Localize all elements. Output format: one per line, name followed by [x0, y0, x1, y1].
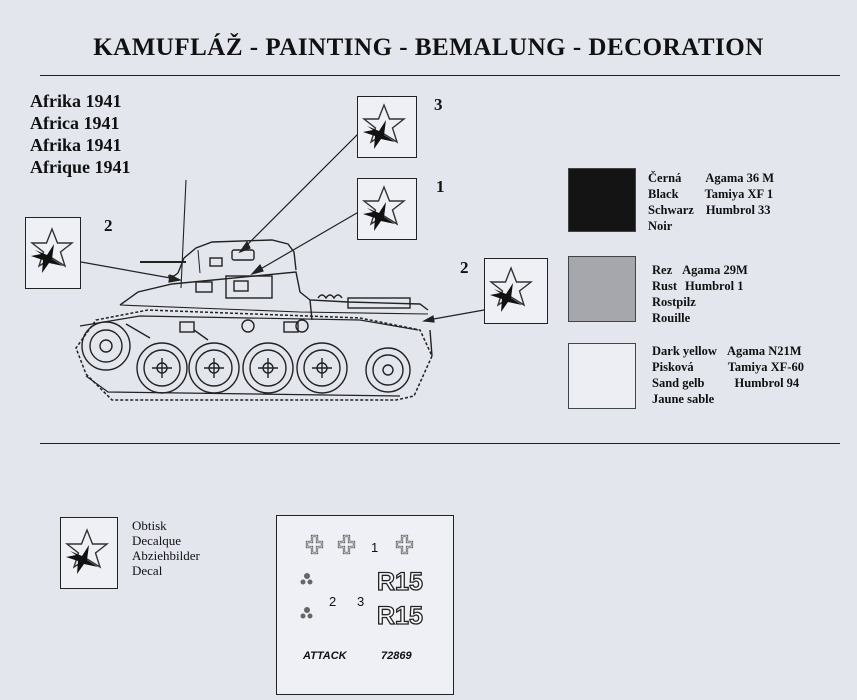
version-cz: Afrika 1941 [30, 91, 122, 111]
color-ref: Humbrol 94 [734, 376, 800, 390]
decal-legend-text [132, 518, 200, 578]
page-title: KAMUFLÁŽ - PAINTING - BEMALUNG - DECORATION [93, 34, 764, 61]
registration-r15-top: R15 [377, 568, 423, 596]
color-name-de: Rostpilz [652, 295, 696, 309]
decal-sheet-graphics [277, 516, 453, 694]
color-legend-black [648, 170, 774, 234]
decal-label-pt: Decalque [132, 533, 182, 548]
color-ref: Agama 36 M [705, 171, 775, 185]
version-de: Afrika 1941 [30, 135, 122, 155]
decal-number-1: 1 [371, 540, 379, 555]
version-en: Africa 1941 [30, 113, 120, 133]
color-legend-dark-yellow [652, 343, 804, 407]
color-swatch-black [568, 168, 636, 232]
marker-3: 3 [434, 95, 443, 114]
emblem-box-2-left [25, 217, 81, 289]
color-legend-rust [652, 262, 748, 326]
marker-2-right: 2 [460, 258, 469, 277]
color-name-cz: Pisková [652, 360, 694, 374]
color-swatch-rust [568, 256, 636, 322]
marker-1: 1 [436, 177, 445, 196]
star-emblem-icon [26, 226, 79, 276]
color-name-en: Rust [652, 279, 678, 293]
star-emblem-icon [358, 184, 414, 234]
emblem-box-3 [357, 96, 417, 158]
color-ref: Tamiya XF 1 [704, 187, 774, 201]
star-emblem-icon [485, 265, 545, 317]
color-name-cz: Rez [652, 263, 673, 277]
decal-label-de: Abziehbilder [132, 548, 200, 563]
marker-2-left: 2 [104, 216, 113, 235]
decal-sheet [276, 515, 454, 695]
star-emblem-icon [358, 102, 414, 152]
color-name-fr: Noir [648, 219, 673, 233]
color-name-fr: Jaune sable [652, 392, 715, 406]
decal-brand: ATTACK [303, 650, 347, 662]
decal-label-en: Decal [132, 563, 163, 578]
section-divider [40, 443, 840, 444]
color-swatch-dark-yellow [568, 343, 636, 409]
color-ref: Humbrol 1 [685, 279, 744, 293]
color-name-de: Sand gelb [652, 376, 705, 390]
decal-number-2: 2 [329, 594, 337, 609]
decal-legend-box [60, 517, 118, 589]
emblem-box-2-right [484, 258, 548, 324]
color-ref: Agama N21M [726, 344, 802, 358]
color-name-en: Black [648, 187, 679, 201]
color-name-fr: Rouille [652, 311, 691, 325]
decal-code: 72869 [381, 650, 412, 662]
color-name-cz: Černá [648, 171, 682, 185]
emblem-box-1 [357, 178, 417, 240]
color-name-de: Schwarz [648, 203, 694, 217]
version-fr: Afrique 1941 [30, 157, 131, 177]
registration-r15-bottom: R15 [377, 602, 423, 630]
color-ref: Tamiya XF-60 [727, 360, 804, 374]
decal-label-cz: Obtisk [132, 518, 167, 533]
decal-number-3: 3 [357, 594, 365, 609]
color-name-en: Dark yellow [652, 344, 717, 358]
color-ref: Agama 29M [682, 263, 748, 277]
color-ref: Humbrol 33 [705, 203, 771, 217]
star-emblem-icon [61, 527, 115, 579]
